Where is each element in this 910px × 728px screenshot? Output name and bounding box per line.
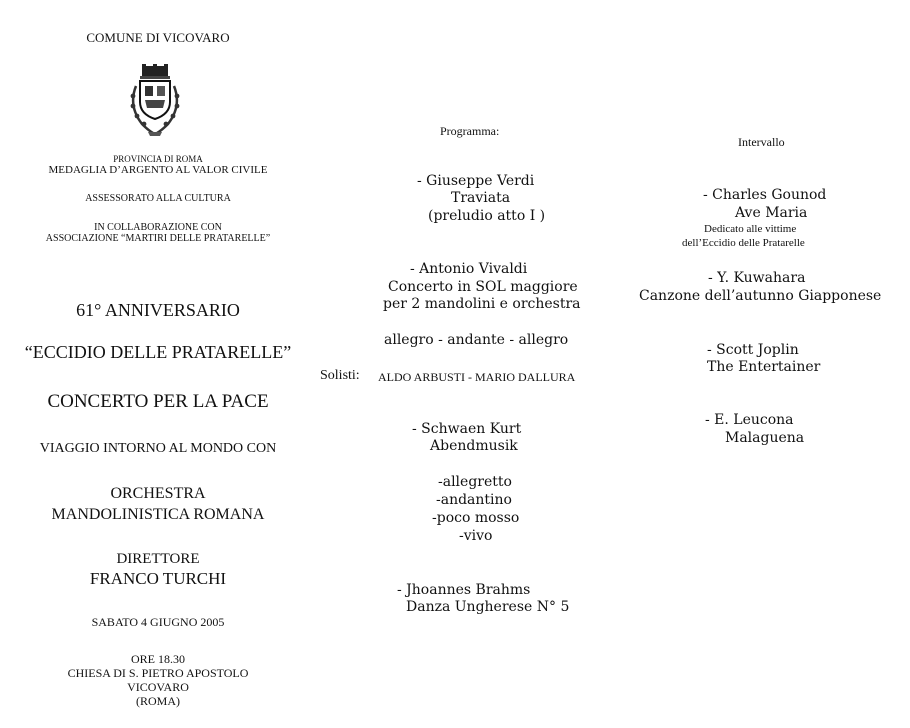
brahms-composer: - Jhoannes Brahms	[397, 582, 531, 598]
gounod-composer: - Charles Gounod	[703, 187, 827, 203]
joplin-composer: - Scott Joplin	[707, 342, 799, 358]
concert-time: ORE 18.30	[131, 652, 185, 666]
gounod-dedication-2: dell’Eccidio delle Pratarelle	[682, 237, 805, 249]
kurt-composer: - Schwaen Kurt	[412, 421, 522, 437]
medal-line: MEDAGLIA D’ARGENTO AL VALOR CIVILE	[48, 164, 268, 176]
anniversary-line: 61° ANNIVERSARIO	[76, 300, 240, 320]
concert-date: SABATO 4 GIUGNO 2005	[91, 615, 225, 629]
town-line: VICOVARO	[127, 680, 189, 694]
vivaldi-detail: per 2 mandolini e orchestra	[383, 296, 581, 312]
gounod-dedication-1: Dedicato alle vittime	[704, 223, 797, 235]
event-name: “ECCIDIO DELLE PRATARELLE”	[24, 342, 292, 362]
verdi-detail: (preludio atto I )	[428, 208, 546, 224]
kurt-movement-4: -vivo	[459, 528, 493, 544]
kuwahara-work: Canzone dell’autunno Giapponese	[639, 288, 882, 304]
kurt-movement-3: -poco mosso	[432, 510, 520, 526]
tour-line: VIAGGIO INTORNO AL MONDO CON	[39, 441, 277, 456]
kurt-movement-1: -allegretto	[438, 474, 512, 490]
coat-of-arms-emblem	[124, 62, 186, 140]
vivaldi-composer: - Antonio Vivaldi	[410, 261, 528, 277]
brahms-work: Danza Ungherese N° 5	[406, 599, 570, 615]
vivaldi-work: Concerto in SOL maggiore	[388, 279, 578, 295]
collaboration-line: IN COLLABORAZIONE CON	[94, 222, 222, 233]
director-label: DIRETTORE	[116, 551, 200, 567]
joplin-work: The Entertainer	[707, 359, 821, 375]
orchestra-line-2: MANDOLINISTICA ROMANA	[51, 506, 265, 523]
kurt-work: Abendmusik	[430, 438, 518, 454]
region-line: (ROMA)	[136, 694, 180, 708]
director-name: FRANCO TURCHI	[89, 569, 227, 588]
municipality-name: COMUNE DI VICOVARO	[86, 30, 230, 45]
soloists-names: ALDO ARBUSTI - MARIO DALLURA	[378, 370, 576, 384]
department-line: ASSESSORATO ALLA CULTURA	[85, 193, 231, 204]
soloists-label: Solisti:	[320, 368, 360, 383]
verdi-composer: - Giuseppe Verdi	[417, 173, 535, 189]
kurt-movement-2: -andantino	[436, 492, 512, 508]
association-line: ASSOCIAZIONE “MARTIRI DELLE PRATARELLE”	[45, 233, 271, 244]
orchestra-line-1: ORCHESTRA	[110, 485, 206, 502]
leucona-composer: - E. Leucona	[705, 412, 794, 428]
concert-title: CONCERTO PER LA PACE	[47, 391, 269, 412]
gounod-work: Ave Maria	[735, 205, 808, 221]
program-heading: Programma:	[440, 124, 500, 138]
vivaldi-movements: allegro - andante - allegro	[384, 332, 569, 348]
interval-heading: Intervallo	[738, 135, 785, 149]
province-line: PROVINCIA DI ROMA	[113, 154, 203, 164]
venue-line: CHIESA DI S. PIETRO APOSTOLO	[67, 666, 249, 680]
leucona-work: Malaguena	[725, 430, 805, 446]
verdi-work: Traviata	[451, 190, 511, 206]
kuwahara-composer: - Y. Kuwahara	[708, 270, 806, 286]
